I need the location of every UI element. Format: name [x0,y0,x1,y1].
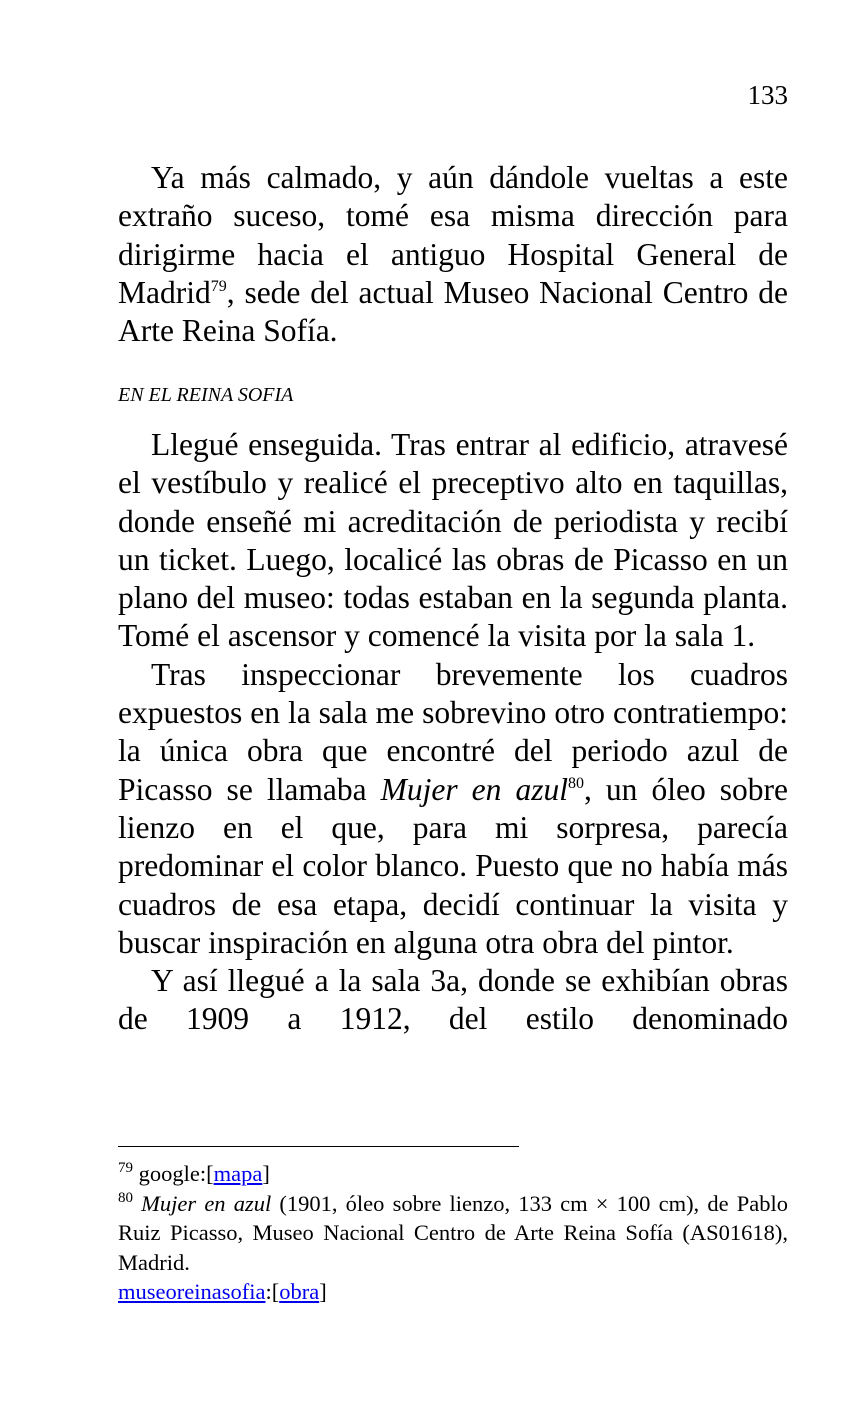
artwork-link[interactable]: obra [279,1279,320,1304]
intro-paragraph-block [118,159,788,350]
footnote-80-source [118,1277,788,1307]
paragraph-blue-text-after-title: , un óleo sobre lienzo en el que, para mi sorpresa, parecía predominar el color blanco. Puesto que no había más cuadros de esa etapa, decidí continuar la visita y buscar inspiración en alguna otra obra del pintor. [118,771,788,960]
intro-text-after-note: , sede del actual Museo Nacional Centro de Arte Reina Sofía. [118,274,788,349]
intro-text-before-note: Ya más calmado, y aún dándole vueltas a este extraño suceso, tomé esa misma dirección para dirigirme hacia el antiguo Hospital General de Madrid [118,160,788,310]
footnotes [118,1159,788,1307]
paragraph-room-3a: Y así llegué a la sala 3a, donde se exhibían obras de 1909 a 1912, del estilo denominado [118,963,788,1037]
section-heading: EN EL REINA SOFIA [118,384,294,406]
museum-link[interactable]: museoreinasofia [118,1279,266,1304]
footnote-ref-80[interactable]: 80 [567,774,584,792]
footnote-80 [118,1189,788,1278]
main-text-block [118,426,788,1039]
map-link[interactable]: mapa [213,1161,263,1186]
footnote-ref-79[interactable]: 79 [210,277,227,295]
footnote-80-number: 80 [118,1189,133,1206]
intro-paragraph [118,159,788,350]
footnote-80-title: Mujer en azul [141,1190,272,1216]
footnote-79-number: 79 [118,1160,133,1176]
footnote-79-suffix: ] [262,1161,270,1186]
footnote-80-source-sep: :[ [265,1279,280,1304]
footnote-79-prefix: google:[ [133,1161,214,1186]
paragraph-blue-text-before-title: Tras inspeccionar brevemente los cuadros expuestos en la sala me sobrevino otro contratiempo: la única obra que encontré del periodo azul de Picasso se llamaba [118,656,788,807]
paragraph-blue-period [118,656,788,962]
page-number: 133 [747,80,788,110]
paragraph-arrival: Llegué enseguida. Tras entrar al edificio, atravesé el vestíbulo y realicé el preceptivo alto en taquillas, donde enseñé mi acreditación de periodista y recibí un ticket. Luego, localicé las obras de Picasso en un plano del museo: todas estaban en la segunda planta. Tomé el ascensor y comencé la visita por la sala 1. [118,427,788,654]
footnote-79 [118,1159,788,1189]
footnote-80-source-end: ] [319,1279,327,1304]
footnote-80-text: (1901, óleo sobre lienzo, 133 cm × 100 cm), de Pablo Ruiz Picasso, Museo Nacional Centro de Arte Reina Sofía (AS01618), Madrid. [118,1190,789,1275]
footnote-divider [118,1146,519,1147]
artwork-title: Mujer en azul [380,771,568,807]
